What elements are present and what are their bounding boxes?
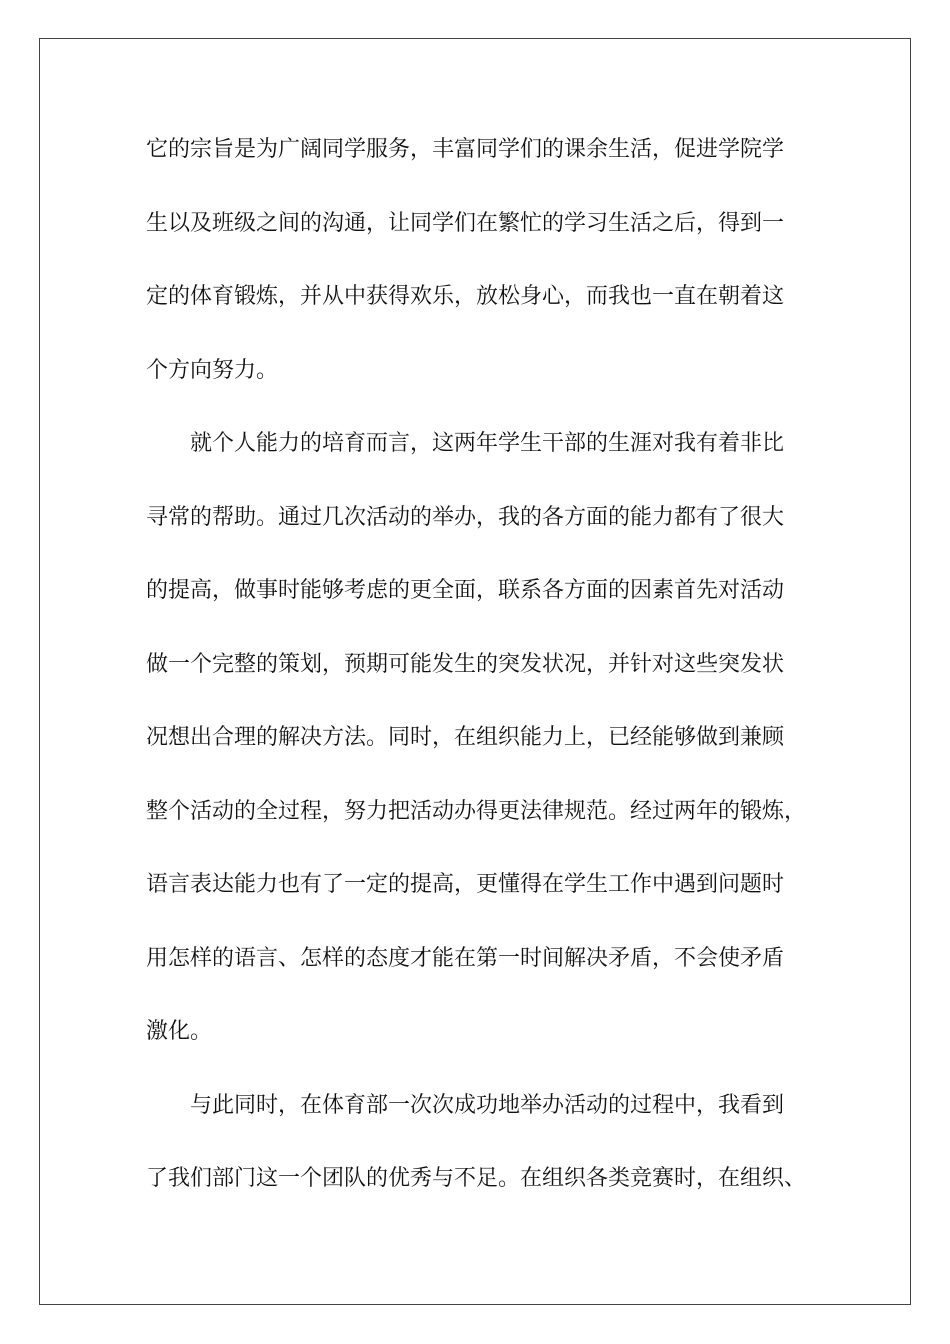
text-line-5: 就个人能力的培育而言，这两年学生干部的生涯对我有着非比 xyxy=(190,431,785,456)
document-body xyxy=(146,123,806,1226)
text-line-13: 激化。 xyxy=(146,1019,213,1044)
text-line-15: 了我们部门这一个团队的优秀与不足。在组织各类竞赛时，在组织、 xyxy=(146,1166,807,1191)
text-line-2: 生以及班级之间的沟通，让同学们在繁忙的学习生活之后，得到一 xyxy=(146,210,785,236)
text-line-1: 它的宗旨是为广阔同学服务，丰富同学们的课余生活，促进学院学 xyxy=(146,137,785,162)
text-line-14: 与此同时，在体育部一次次成功地举办活动的过程中，我看到 xyxy=(190,1092,785,1118)
text-line-8: 做一个完整的策划，预期可能发生的突发状况，并针对这些突发状 xyxy=(146,651,785,677)
text-line-3: 定的体育锻炼，并从中获得欢乐，放松身心，而我也一直在朝着这 xyxy=(146,284,785,309)
text-line-9: 况想出合理的解决方法。同时，在组织能力上，已经能够做到兼顾 xyxy=(146,725,785,750)
text-line-7: 的提高，做事时能够考虑的更全面，联系各方面的因素首先对活动 xyxy=(146,578,785,603)
text-line-4: 个方向努力。 xyxy=(146,357,279,383)
text-line-10: 整个活动的全过程，努力把活动办得更法律规范。经过两年的锻炼， xyxy=(146,798,807,824)
text-line-12: 用怎样的语言、怎样的态度才能在第一时间解决矛盾，不会使矛盾 xyxy=(146,945,785,971)
text-line-6: 寻常的帮助。通过几次活动的举办，我的各方面的能力都有了很大 xyxy=(146,504,785,530)
text-line-11: 语言表达能力也有了一定的提高，更懂得在学生工作中遇到问题时 xyxy=(146,872,785,897)
